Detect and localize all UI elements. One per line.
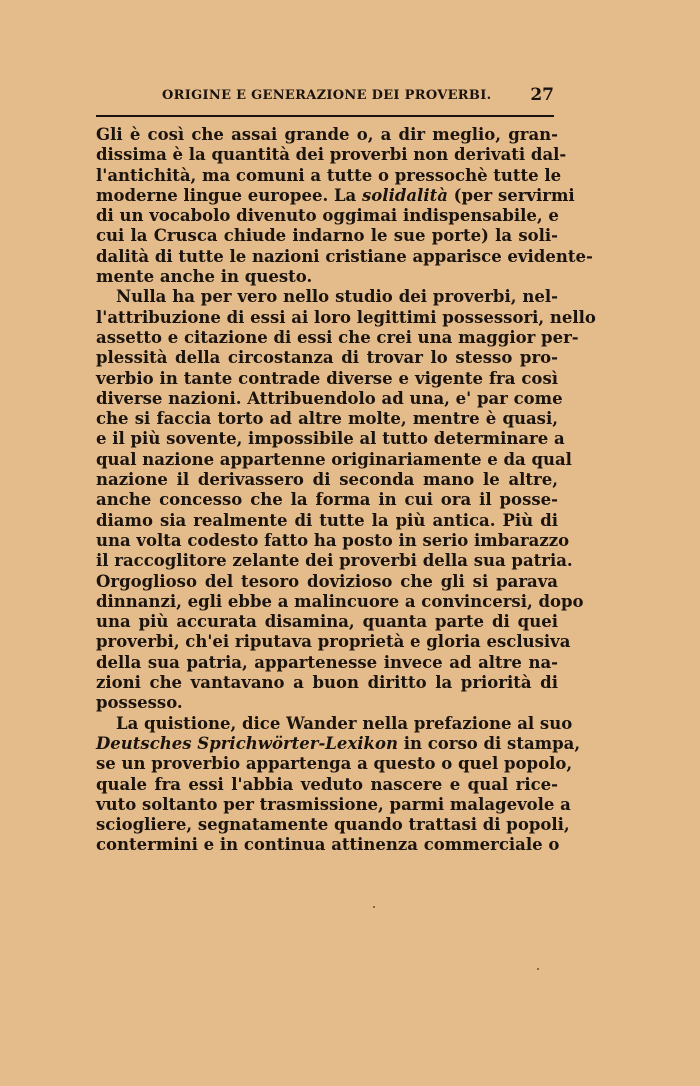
text-line: quale fra essi l'abbia veduto nascere e qual rice- bbox=[96, 774, 558, 794]
text-line: una volta codesto fatto ha posto in serio imbarazzo bbox=[96, 530, 570, 550]
text-line: il raccoglitore zelante dei proverbi della sua patria. bbox=[96, 551, 573, 571]
body-text bbox=[96, 125, 596, 856]
page-header bbox=[96, 86, 556, 108]
text-line: nazione il derivassero di seconda mano le altre, bbox=[96, 470, 558, 490]
text-line bbox=[96, 185, 575, 206]
paper-speck bbox=[373, 906, 375, 908]
text-line: possesso. bbox=[96, 693, 183, 713]
italic-term: solidalità bbox=[362, 185, 448, 205]
text-line: che si faccia torto ad altre molte, mentre è quasi, bbox=[96, 409, 558, 429]
text-segment: moderne lingue europee. La bbox=[96, 185, 362, 205]
text-line bbox=[96, 733, 581, 754]
text-line: sciogliere, segnatamente quando trattasi di popoli, bbox=[96, 815, 570, 835]
text-line: contermini e in continua attinenza commerciale o bbox=[96, 835, 560, 855]
text-line: Nulla ha per vero nello studio dei proverbi, nel- bbox=[116, 287, 558, 307]
text-line: di un vocabolo divenuto oggimai indispensabile, e bbox=[96, 206, 559, 226]
text-line: Gli è così che assai grande o, a dir meglio, gran- bbox=[96, 125, 558, 144]
text-line: dalità di tutte le nazioni cristiane apparisce evidente- bbox=[96, 246, 593, 266]
text-line: e il più sovente, impossibile al tutto determinare a bbox=[96, 429, 565, 449]
text-line: diamo sia realmente di tutte la più antica. Più di bbox=[96, 510, 558, 530]
text-line: l'antichità, ma comuni a tutte o pressochè tutte le bbox=[96, 165, 562, 185]
text-segment: in corso di stampa, bbox=[397, 733, 581, 753]
text-line: assetto e citazione di essi che crei una maggior per- bbox=[96, 327, 579, 347]
text-segment: (per servirmi bbox=[447, 185, 575, 205]
text-line: dinnanzi, egli ebbe a malincuore a convincersi, dopo bbox=[96, 591, 584, 611]
text-line: La quistione, dice Wander nella prefazione al suo bbox=[116, 713, 573, 733]
text-line: cui la Crusca chiude indarno le sue porte) la soli- bbox=[96, 226, 558, 246]
page-number: 27 bbox=[530, 85, 554, 105]
text-line: se un proverbio appartenga a questo o quel popolo, bbox=[96, 754, 573, 774]
text-line: qual nazione appartenne originariamente e da qual bbox=[96, 449, 572, 469]
text-line: plessità della circostanza di trovar lo stesso pro- bbox=[96, 348, 558, 368]
text-line: anche concesso che la forma in cui ora il posse- bbox=[96, 490, 558, 510]
text-line: della sua patria, appartenesse invece ad altre na- bbox=[96, 652, 558, 672]
italic-term: Deutsches Sprichwörter-Lexikon bbox=[96, 733, 398, 753]
text-line: vuto soltanto per trasmissione, parmi malagevole a bbox=[96, 794, 571, 814]
running-title: ORIGINE E GENERAZIONE DEI PROVERBI. bbox=[162, 88, 492, 103]
text-line: diverse nazioni. Attribuendolo ad una, e' par come bbox=[96, 388, 563, 408]
text-line: proverbi, ch'ei riputava proprietà e gloria esclusiva bbox=[96, 632, 571, 652]
text-line: zioni che vantavano a buon diritto la priorità di bbox=[96, 673, 558, 693]
header-rule bbox=[96, 115, 554, 117]
text-line: l'attribuzione di essi ai loro legittimi possessori, nello bbox=[96, 307, 596, 327]
paper-speck bbox=[537, 968, 539, 970]
text-line: dissima è la quantità dei proverbi non derivati dal- bbox=[96, 145, 567, 165]
text-line: Orgoglioso del tesoro dovizioso che gli si parava bbox=[96, 571, 558, 591]
text-line: una più accurata disamina, quanta parte di quei bbox=[96, 612, 558, 632]
text-line: mente anche in questo. bbox=[96, 267, 313, 287]
text-line: verbio in tante contrade diverse e vigente fra così bbox=[96, 368, 558, 388]
